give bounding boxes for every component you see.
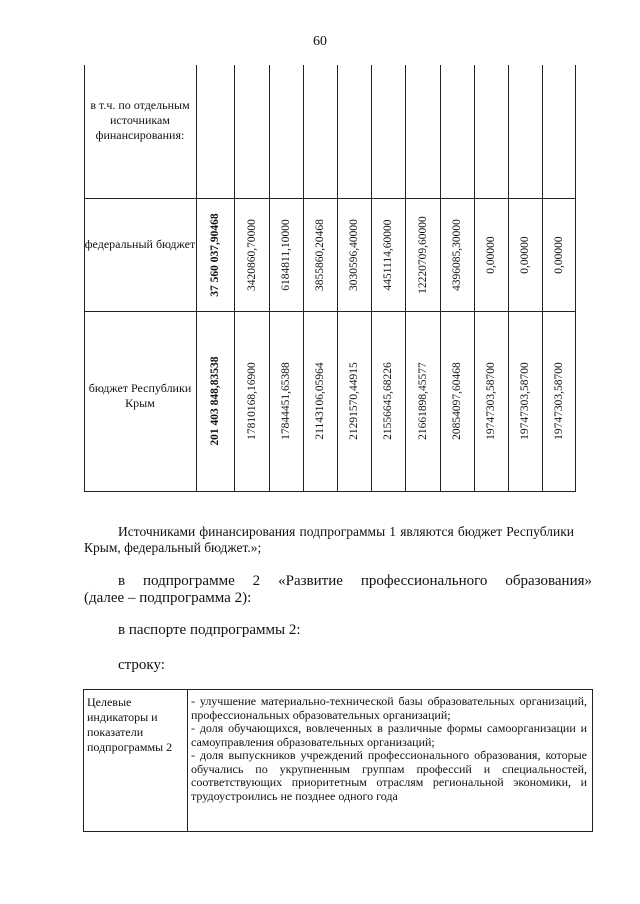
budget-table: [84, 65, 576, 492]
row-label-crimea: бюджет Республики Крым: [88, 381, 192, 410]
indicator-item: - улучшение материально-технической базы образовательных организаций, профессиональных образовательных организаций;: [191, 694, 587, 722]
federal-value: 4396085,30000: [451, 219, 463, 291]
crimea-value: 19747303,58700: [519, 362, 531, 440]
indicator-label: Целевые индикаторы и показатели подпрограммы 2: [87, 695, 173, 754]
crimea-value: 17844451,65388: [280, 362, 292, 440]
line-word-paragraph: строку:: [118, 657, 165, 673]
crimea-value: 21556645,68226: [382, 362, 394, 440]
federal-value: 6184811,10000: [280, 219, 292, 291]
crimea-value: 20854097,60468: [451, 362, 463, 440]
crimea-value: 21143106,05964: [314, 362, 326, 440]
crimea-value: 17810168,16900: [246, 362, 258, 440]
crimea-value: 21291570,44915: [348, 362, 360, 440]
indicator-list: [191, 695, 587, 803]
row-label-federal: федеральный бюджет: [84, 237, 196, 251]
federal-total: 37 560 037,90468: [209, 213, 221, 297]
row-label-sources: в т.ч. по отдельным источникам финансирования:: [90, 98, 190, 142]
federal-value: 0,00000: [553, 236, 565, 274]
federal-value: 4451114,60000: [382, 219, 394, 291]
federal-value: 3420860,70000: [246, 219, 258, 291]
indicator-table: [83, 689, 593, 832]
indicator-item: - доля выпускников учреждений профессионального образования, которые обучались по укрупненным группам профессий и специальностей, соответствующих приоритетным отраслям региональной экономики, и трудоустроились не позднее одного года: [191, 748, 587, 803]
federal-value: 12220709,60000: [417, 216, 429, 294]
federal-value: 0,00000: [485, 236, 497, 274]
subprogram2-paragraph-line2: (далее – подпрограмма 2):: [84, 590, 252, 606]
passport-paragraph: в паспорте подпрограммы 2:: [118, 622, 301, 638]
funding-sources-paragraph: Источниками финансирования подпрограммы 1 являются бюджет Республики Крым, федеральный бюджет.»;: [84, 524, 574, 555]
crimea-value: 19747303,58700: [553, 362, 565, 440]
federal-value: 3030596,40000: [348, 219, 360, 291]
federal-value: 0,00000: [519, 236, 531, 274]
subprogram2-paragraph-line1: в подпрограмме 2 «Развитие профессионального образования»: [118, 573, 592, 589]
crimea-value: 19747303,58700: [485, 362, 497, 440]
federal-value: 3855860,20468: [314, 219, 326, 291]
crimea-value: 21661898,45577: [417, 362, 429, 440]
indicator-item: - доля обучающихся, вовлеченных в различные формы самоорганизации и самоуправления образовательных организаций;: [191, 721, 587, 749]
crimea-total: 201 403 848,83538: [209, 356, 221, 446]
page-number: 60: [313, 34, 327, 49]
